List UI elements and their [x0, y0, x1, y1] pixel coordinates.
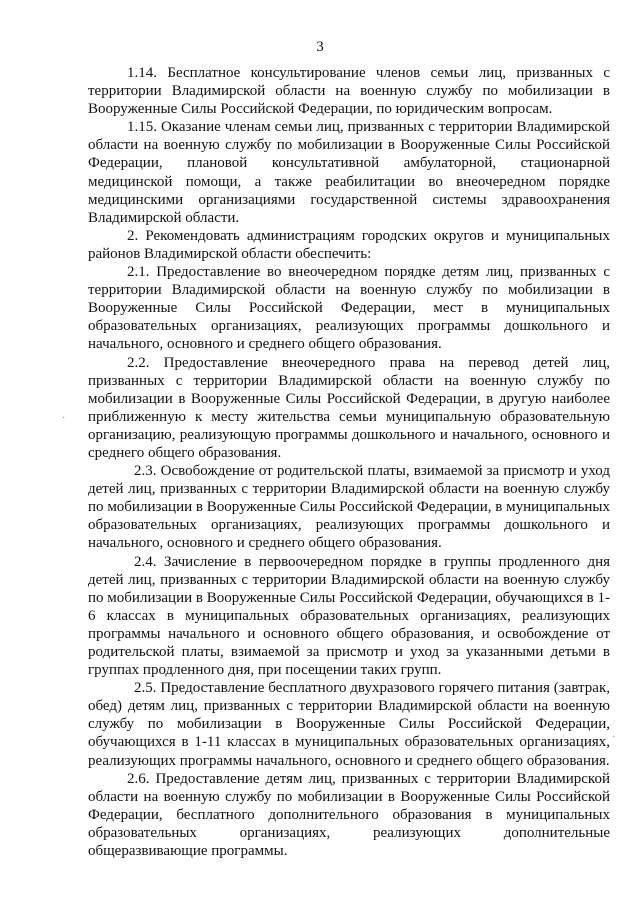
document-body [88, 64, 610, 860]
paragraph-2-4: 2.4. Зачисление в первоочередном порядке в группы продленного дня детей лиц, призванных с территории Владимирской области на военную службу по мобилизации в Вооруженные Силы Российской Федерации, обучающихся в 1- 6 классах в муниципальных образовательных организациях, реализующих программы начального и основного общего образования, и освобождение от родительской платы, взимаемой за присмотр и уход за указанными детьми в группах продленного дня, при посещении таких групп. [88, 553, 610, 679]
paragraph-1-15: 1.15. Оказание членам семьи лиц, призванных с территории Владимирской области на военную службу по мобилизации в Вооруженные Силы Российской Федерации, плановой консультативной амбулаторной, стационарной медицинской помощи, а также реабилитации во внеочередном порядке медицинскими организациями государственной системы здравоохранения Владимирской области. [88, 119, 610, 226]
paragraph-2-3: 2.3. Освобождение от родительской платы, взимаемой за присмотр и уход детей лиц, призванных с территории Владимирской области на военную службу по мобилизации в Вооруженные Силы Российской Федерации, в муниципальных образовательных организациях, реализующих программы дошкольного и начального, основного и среднего общего образования. [88, 463, 610, 552]
paragraph-2-2: 2.2. Предоставление внеочередного права на перевод детей лиц, призванных с территории Владимирской области на военную службу по мобилизации в Вооруженные Силы Российской Федерации, в другую наиболее приближенную к месту жительства семьи муниципальную образовательную организацию, реализующую программы дошкольного и начального, основного и среднего общего образования. [88, 354, 610, 461]
paragraph-2-1: 2.1. Предоставление во внеочередном порядке детям лиц, призванных с территории Владимирской области на военную службу по мобилизации в Вооруженные Силы Российской Федерации, мест в муниципальных образовательных организациях, реализующих программы дошкольного и начального, основного и среднего общего образования. [88, 264, 610, 353]
paragraph-2-5: 2.5. Предоставление бесплатного двухразового горячего питания (завтрак, обед) детям лиц, призванных с территории Владимирской области на военную службу по мобилизации в Вооруженные Силы Российской Федерации, обучающихся в 1-11 классах в муниципальных образовательных организациях, реализующих программы начального, основного и среднего общего образования. [88, 680, 610, 769]
scan-speck: · [62, 413, 66, 424]
paragraph-1-14: 1.14. Бесплатное консультирование членов семьи лиц, призванных с территории Владимирской области на военную службу по мобилизации в Вооруженные Силы Российской Федерации, по юридическим вопросам. [88, 65, 610, 118]
scan-speck: · [612, 732, 616, 743]
page-number: 3 [316, 39, 324, 55]
paragraph-2: 2. Рекомендовать администрациям городских округов и муниципальных районов Владимирской области обеспечить: [88, 227, 610, 262]
paragraph-2-6: 2.6. Предоставление детям лиц, призванных с территории Владимирской области на военную службу по мобилизации в Вооруженные Силы Российской Федерации, бесплатного дополнительного образования в муниципальных образовательных организациях, реализующих дополнительные общеразвивающие программы. [88, 770, 610, 860]
